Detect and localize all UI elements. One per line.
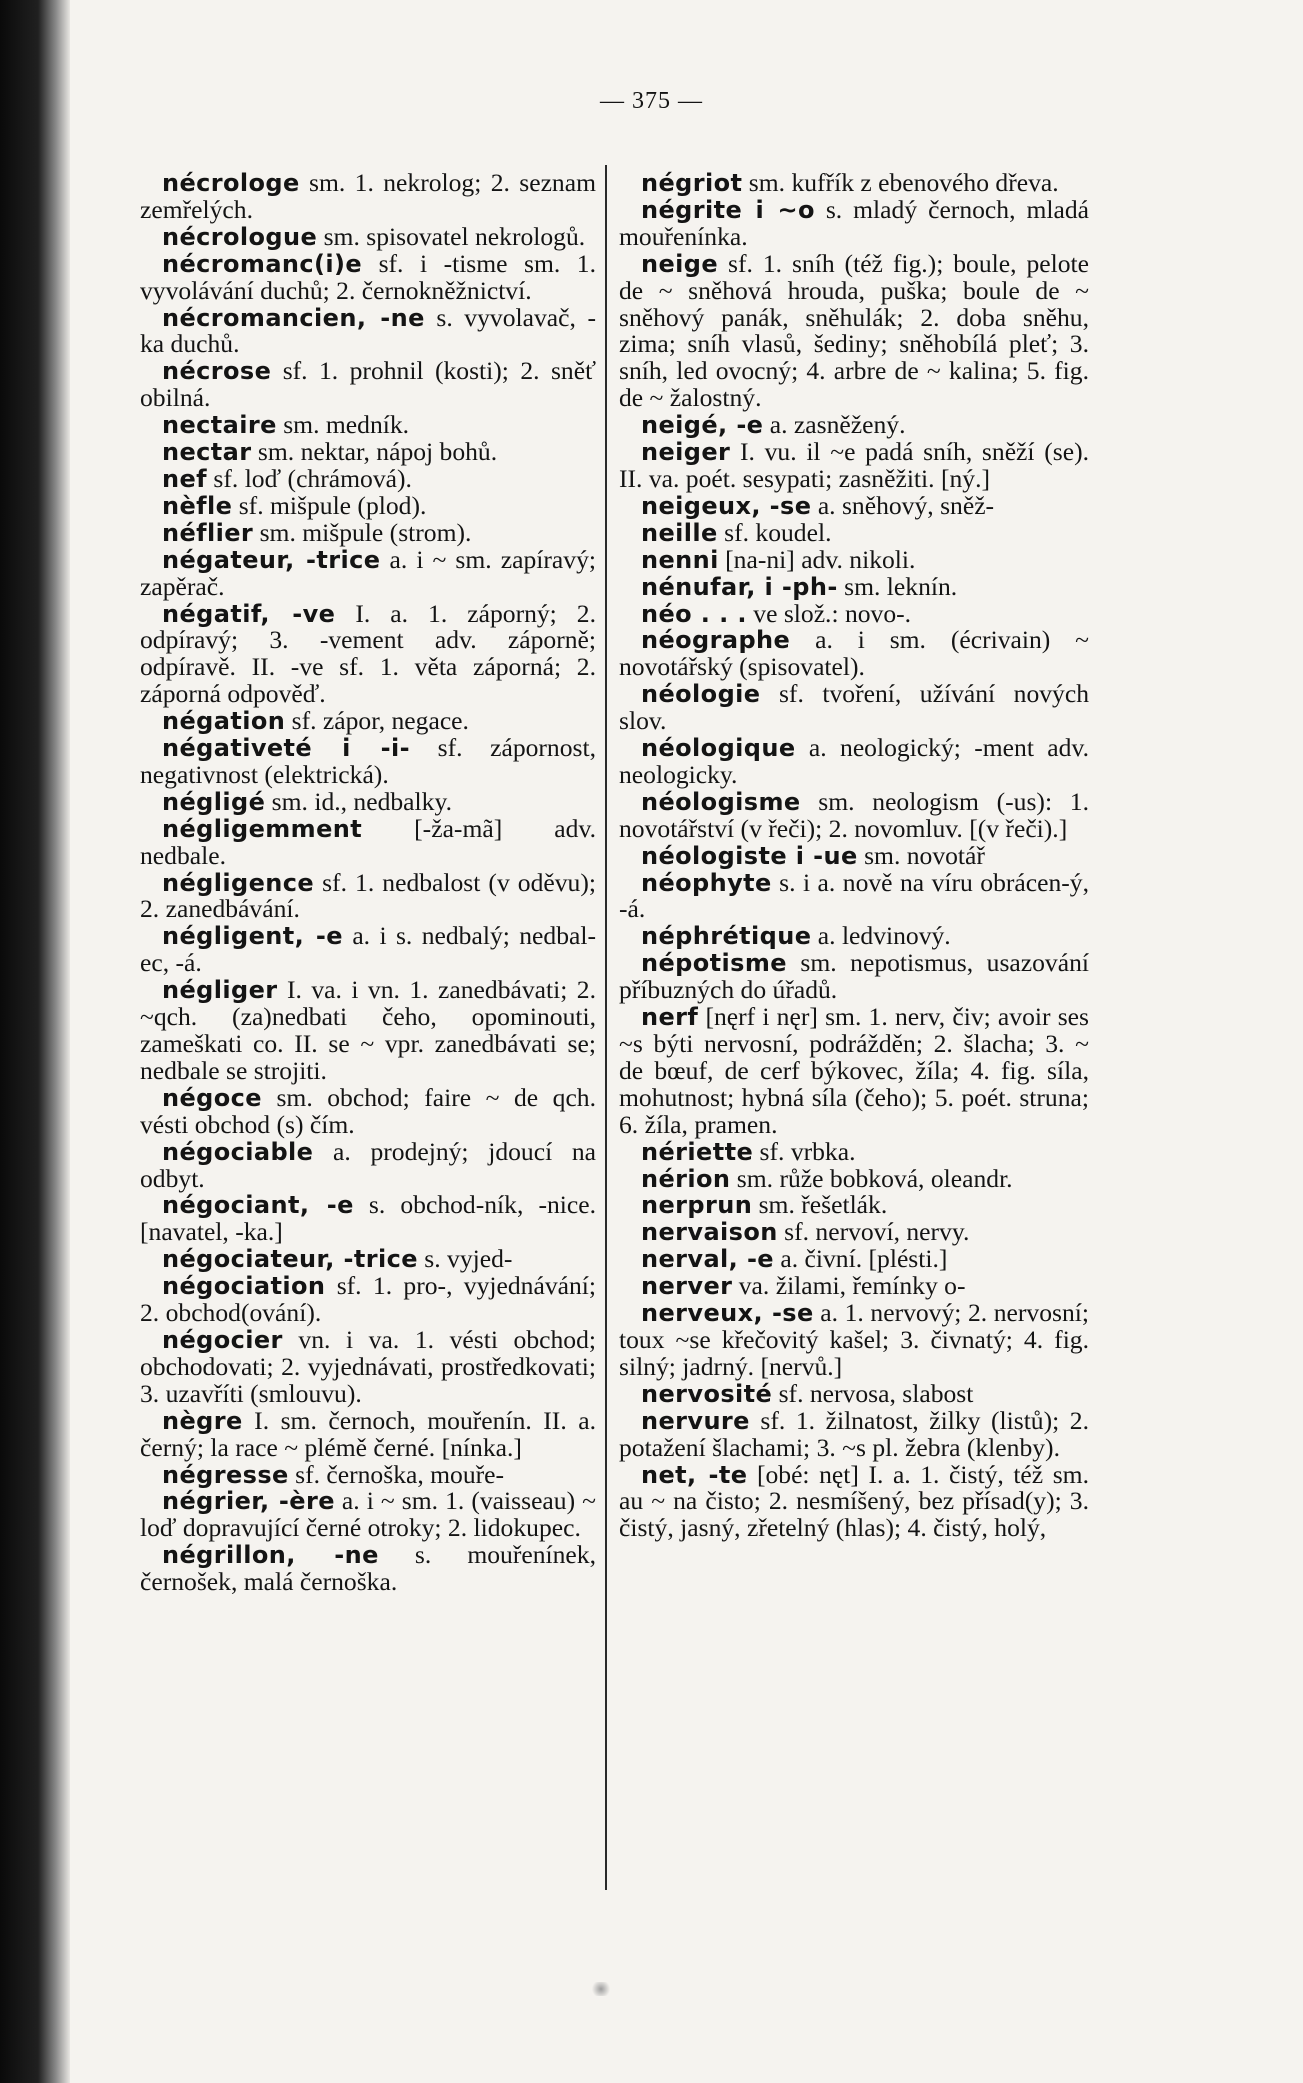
dictionary-entry — [619, 170, 1089, 197]
dictionary-entry — [619, 1004, 1089, 1139]
entry-headword: nécrologue — [162, 222, 318, 251]
dictionary-entry — [140, 813, 596, 870]
dictionary-entry — [619, 571, 1089, 601]
entry-headword: néologique — [641, 734, 796, 763]
entry-headword: négligemment — [162, 814, 363, 843]
entry-headword: nef — [162, 464, 208, 493]
dictionary-entry — [619, 194, 1089, 251]
entry-headword: nerver — [641, 1272, 733, 1301]
entry-headword: négociable — [162, 1137, 314, 1166]
entry-definition: sf. tvoření, užívání nových slov. — [619, 679, 1089, 736]
dictionary-entry — [619, 490, 1089, 520]
dictionary-entry — [140, 1136, 596, 1193]
entry-headword: négliger — [162, 976, 278, 1005]
dictionary-entry — [140, 517, 596, 547]
entry-definition: sf. nervoví, nervy. — [777, 1217, 970, 1247]
entry-headword: nécrose — [162, 357, 272, 386]
entry-headword: néologie — [641, 680, 761, 709]
dictionary-entry — [619, 735, 1089, 789]
entry-headword: nervure — [641, 1406, 750, 1435]
entry-headword: néophyte — [641, 868, 772, 897]
entry-headword: néo . . . — [641, 599, 747, 628]
entry-headword: négatif, -ve — [162, 599, 336, 628]
entry-headword: négociation — [162, 1272, 326, 1301]
entry-headword: neigé, -e — [641, 411, 764, 440]
entry-headword: néphrétique — [641, 922, 812, 951]
entry-headword: neille — [641, 518, 718, 547]
entry-definition: sf. mišpule (plod). — [232, 490, 427, 520]
entry-definition: sf. zápor, negace. — [285, 706, 469, 736]
dictionary-entry — [619, 1136, 1089, 1166]
entry-definition: sf. zápornost, negativnost (elektrická). — [140, 733, 596, 789]
entry-headword: néflier — [162, 518, 254, 547]
dictionary-entry — [619, 1459, 1089, 1543]
dictionary-entry — [140, 490, 596, 520]
entry-definition: s. i a. nově na víru obrácen-ý, -á. — [619, 867, 1089, 924]
entry-headword: nériette — [641, 1137, 754, 1166]
dictionary-entry — [140, 867, 596, 924]
dictionary-entry — [619, 517, 1089, 547]
entry-headword: nénufar, i -ph- — [641, 572, 838, 601]
entry-definition: sf. nervosa, slabost — [772, 1378, 974, 1408]
scan-smudge — [590, 1982, 612, 1996]
entry-definition: a. čivní. [plésti.] — [773, 1244, 948, 1274]
dictionary-entry — [619, 1163, 1089, 1193]
dictionary-entry — [619, 412, 1089, 439]
entry-headword: nerval, -e — [641, 1245, 774, 1274]
entry-definition: I. a. 1. záporný; 2. odpíravý; 3. -vement adv. záporně; odpíravě. II. -ve sf. 1. věta záporná; 2. záporná odpověď. — [140, 598, 596, 709]
entry-headword: nenni — [641, 545, 719, 574]
dictionary-entry — [140, 1542, 596, 1596]
entry-definition: sf. 1. prohnil (kosti); 2. sněť obilná. — [140, 356, 596, 413]
entry-headword: nervaison — [641, 1218, 778, 1247]
entry-headword: néologisme — [641, 787, 801, 816]
entry-definition: s. mladý černoch, mladá mouřenínka. — [619, 194, 1089, 251]
dictionary-entry — [140, 1459, 596, 1489]
dictionary-entry — [140, 1192, 596, 1246]
entry-headword: négociateur, -trice — [162, 1245, 418, 1274]
dictionary-entry — [619, 923, 1089, 950]
entry-headword: nécrologe — [162, 170, 300, 197]
entry-headword: négativeté i -i- — [162, 734, 411, 763]
entry-headword: négrier, -ère — [162, 1487, 335, 1516]
entry-headword: négrite i ~o — [641, 195, 815, 224]
dictionary-entry — [619, 681, 1089, 735]
entry-headword: nectaire — [162, 411, 277, 440]
entry-definition: a. neologický; -ment adv. neologicky. — [619, 733, 1089, 789]
entry-headword: neiger — [641, 438, 731, 467]
entry-headword: négation — [162, 707, 286, 736]
dictionary-entry — [140, 1246, 596, 1273]
entry-headword: négligence — [162, 868, 315, 897]
dictionary-entry — [619, 1246, 1089, 1273]
dictionary-entry — [619, 1192, 1089, 1219]
entry-definition: sm. id., nedbalky. — [265, 786, 452, 816]
entry-headword: négligent, -e — [162, 922, 343, 951]
entry-headword: nègre — [162, 1406, 243, 1435]
page-number: — 375 — — [600, 88, 703, 114]
entry-definition: a. sněhový, sněž- — [811, 490, 995, 520]
left-column — [140, 170, 596, 2050]
entry-definition: sf. loď (chrámová). — [207, 463, 412, 493]
entry-headword: net, -te — [641, 1460, 748, 1489]
dictionary-entry — [140, 1273, 596, 1327]
entry-headword: nerprun — [641, 1191, 753, 1220]
dictionary-entry — [140, 248, 596, 305]
entry-definition: a. i ~ sm. zapíravý; zapěrač. — [140, 544, 596, 601]
entry-definition: I. va. i vn. 1. zanedbávati; 2. ~qch. (za)nedbati čeho, opominouti, zameškati co. II. se ~ vpr. zanedbávati se; nedbale se strojiti. — [140, 975, 596, 1085]
entry-headword: néologiste i -ue — [641, 841, 858, 870]
entry-headword: négocier — [162, 1325, 283, 1354]
dictionary-entry — [619, 627, 1089, 681]
entry-definition: a. prodejný; jdoucí na odbyt. — [140, 1136, 596, 1193]
dictionary-entry — [140, 708, 596, 735]
entry-headword: négociant, -e — [162, 1191, 354, 1220]
dictionary-entry — [619, 950, 1089, 1004]
dictionary-entry — [140, 463, 596, 493]
entry-headword: nécromanc(i)e — [162, 249, 363, 278]
entry-definition: sf. 1. nedbalost (v oděvu); 2. zanedbávání. — [140, 867, 596, 924]
dictionary-entry — [140, 735, 596, 789]
dictionary-entry — [140, 170, 596, 224]
dictionary-entry — [619, 786, 1089, 843]
entry-headword: négateur, -trice — [162, 545, 381, 574]
entry-definition: sm. růže bobková, oleandr. — [730, 1163, 1013, 1193]
entry-definition: sf. koudel. — [717, 517, 832, 547]
dictionary-entry — [619, 1219, 1089, 1246]
dictionary-entry — [140, 302, 596, 359]
entry-definition: sf. i -tisme sm. 1. vyvolávání duchů; 2. černokněžnictví. — [140, 248, 596, 305]
entry-definition: a. i s. nedbalý; nedbal-ec, -á. — [140, 921, 596, 978]
entry-headword: nervosité — [641, 1379, 773, 1408]
dictionary-entry — [619, 1405, 1089, 1462]
dictionary-entry — [619, 1273, 1089, 1300]
entry-definition: a. ledvinový. — [811, 921, 951, 951]
entry-definition: s. vyjed- — [417, 1244, 513, 1274]
entry-definition: sm. neologism (-us): 1. novotářství (v řeči); 2. novomluv. [(v řeči).] — [619, 786, 1089, 843]
dictionary-entry — [140, 923, 596, 977]
column-divider — [605, 165, 607, 1890]
entry-definition: s. vyvolavač, -ka duchů. — [140, 302, 596, 359]
dictionary-entry — [619, 598, 1089, 628]
entry-headword: néographe — [641, 626, 791, 655]
entry-definition: a. i sm. (écrivain) ~ novotářský (spisovatel). — [619, 625, 1089, 682]
entry-definition: sm. novotář — [857, 840, 985, 870]
entry-definition: sf. černoška, mouře- — [288, 1459, 505, 1489]
entry-definition: sf. 1. žilnatost, žilky (listů); 2. potažení šlachami; 3. ~s pl. žebra (klenby). — [619, 1405, 1089, 1462]
entry-headword: négligé — [162, 787, 266, 816]
entry-definition: [nęrf i nęr] sm. 1. nerv, čiv; avoir ses ~s býti nervosní, podrážděn; 2. šlacha; 3. ~ de bœuf, de cerf býkovec, žíla; 4. fig. síla, mohutnost; hybná síla (čeho); 5. poét. struna; 6. žíla, pramen. — [619, 1002, 1089, 1139]
entry-definition: [na-ni] adv. nikoli. — [718, 544, 916, 574]
dictionary-entry — [140, 1488, 596, 1542]
entry-definition: a. 1. nervový; 2. nervosní; toux ~se křečovitý kašel; 3. čivnatý; 4. fig. silný; jadrný. [nervů.] — [619, 1298, 1089, 1381]
dictionary-entry — [140, 221, 596, 251]
entry-definition: [-ža-mã] adv. nedbale. — [140, 813, 596, 870]
entry-headword: nerveux, -se — [641, 1299, 814, 1328]
entry-headword: négoce — [162, 1083, 262, 1112]
right-column — [619, 170, 1089, 2050]
entry-definition: sm. leknín. — [837, 571, 958, 601]
entry-headword: négrillon, -ne — [162, 1541, 379, 1570]
entry-definition: a. zasněžený. — [763, 410, 906, 440]
dictionary-entry — [140, 412, 596, 439]
entry-headword: nécromancien, -ne — [162, 303, 425, 332]
dictionary-entry — [140, 786, 596, 816]
dictionary-entry — [140, 1324, 596, 1408]
entry-headword: négriot — [641, 170, 743, 197]
dictionary-entry — [140, 1082, 596, 1139]
entry-definition: va. žilami, řemínky o- — [732, 1271, 966, 1301]
entry-definition: sm. spisovatel nekrologů. — [317, 221, 586, 251]
entry-headword: népotisme — [641, 949, 787, 978]
entry-definition: sf. 1. sníh (též fig.); boule, pelote de ~ sněhová hrouda, puška; boule de ~ sněhový panák, sněhulák; 2. doba sněhu, zima; sníh vlasů, šediny; sněhobílá pleť; 3. sníh, led ovocný; 4. arbre de ~ kalina; 5. fig. de ~ žalostný. — [619, 248, 1089, 413]
entry-headword: nèfle — [162, 491, 233, 520]
dictionary-entry — [140, 598, 596, 709]
dictionary-entry — [140, 1405, 596, 1462]
dictionary-entry — [140, 358, 596, 412]
dictionary-entry — [140, 544, 596, 601]
entry-headword: nectar — [162, 438, 252, 467]
entry-definition: sm. mišpule (strom). — [253, 517, 472, 547]
dictionary-entry — [619, 544, 1089, 574]
entry-definition: sf. 1. pro-, vyjednávání; 2. obchod(ování). — [140, 1271, 596, 1328]
dictionary-entry — [619, 1378, 1089, 1408]
dictionary-entry — [619, 1300, 1089, 1381]
entry-definition: sm. řešetlák. — [752, 1190, 888, 1220]
entry-headword: nérion — [641, 1164, 731, 1193]
entry-definition: s. obchod-ník, -nice. [navatel, -ka.] — [140, 1190, 596, 1247]
entry-definition: a. i ~ sm. 1. (vaisseau) ~ loď dopravující černé otroky; 2. lidokupec. — [140, 1486, 596, 1543]
entry-definition: sm. medník. — [276, 410, 410, 440]
entry-definition: [obé: nęt] I. a. 1. čistý, též sm. au ~ na čisto; 2. nesmíšený, bez přísad(y); 3. čistý, jasný, zřetelný (hlas); 4. čistý, holý, — [619, 1459, 1089, 1543]
entry-headword: neige — [641, 249, 719, 278]
entry-definition: sm. nektar, nápoj bohů. — [251, 437, 498, 467]
dictionary-entry — [140, 439, 596, 466]
page-left-edge — [0, 0, 70, 2083]
entry-headword: nerf — [641, 1003, 699, 1032]
entry-definition: I. sm. černoch, mouřenín. II. a. černý; la race ~ plémě černé. [nínka.] — [140, 1405, 596, 1462]
entry-definition: sm. kufřík z ebenového dřeva. — [742, 170, 1059, 197]
dictionary-entry — [619, 439, 1089, 493]
entry-definition: I. vu. il ~e padá sníh, sněží (se). II. va. poét. sesypati; zasněžiti. [ný.] — [619, 437, 1089, 493]
dictionary-entry — [140, 977, 596, 1085]
entry-headword: neigeux, -se — [641, 491, 812, 520]
entry-definition: s. mouřenínek, černošek, malá černoška. — [140, 1540, 596, 1597]
entry-definition: sm. obchod; faire ~ de qch. vésti obchod (s) čím. — [140, 1082, 596, 1139]
entry-definition: ve slož.: novo-. — [746, 598, 912, 628]
entry-definition: sm. nepotismus, usazování příbuzných do úřadů. — [619, 948, 1089, 1005]
entry-definition: sf. vrbka. — [753, 1136, 856, 1166]
dictionary-entry — [619, 840, 1089, 870]
entry-headword: négresse — [162, 1460, 289, 1489]
dictionary-entry — [619, 248, 1089, 413]
entry-definition: sm. 1. nekrolog; 2. seznam zemřelých. — [140, 170, 596, 224]
entry-definition: vn. i va. 1. vésti obchod; obchodovati; 2. vyjednávati, prostředkovati; 3. uzavříti (smlouvu). — [140, 1324, 596, 1408]
dictionary-entry — [619, 867, 1089, 924]
